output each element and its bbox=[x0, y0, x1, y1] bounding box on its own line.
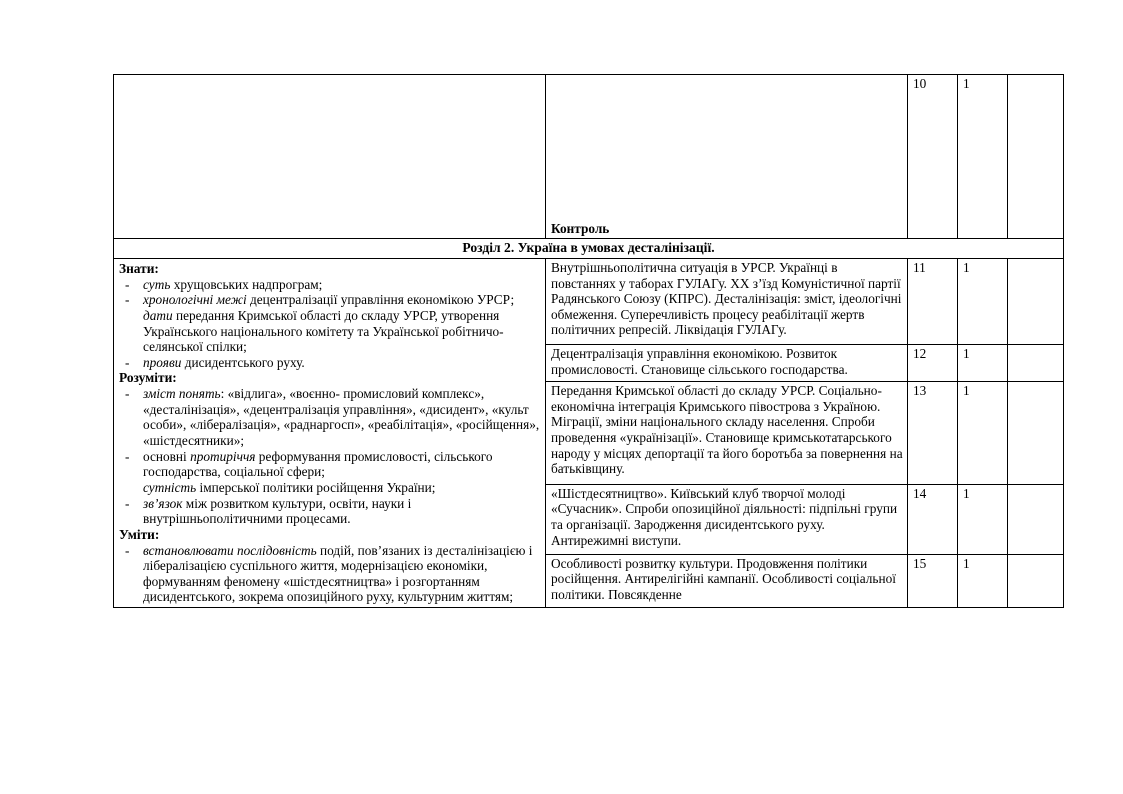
list-item bbox=[119, 496, 541, 527]
list-item-text: передання Кримської області до складу УРСР, утворення Українського національного комітету та Української робітничо-селянської спілки; bbox=[143, 308, 504, 355]
lesson-notes bbox=[1008, 484, 1064, 554]
lesson-notes bbox=[1008, 382, 1064, 485]
lesson-number: 11 bbox=[908, 258, 958, 344]
carryover-goals-cell bbox=[114, 75, 546, 239]
italic-term: прояви bbox=[143, 354, 182, 370]
lesson-content-cell bbox=[546, 484, 908, 554]
lesson-content-cell bbox=[546, 345, 908, 382]
lesson-notes bbox=[1008, 258, 1064, 344]
section-header-title: Розділ 2. Україна в умовах десталінізації. bbox=[114, 239, 1064, 259]
lesson-hours: 1 bbox=[958, 382, 1008, 485]
lesson-content-text: «Шістдесятництво». Київський клуб творчої молоді «Сучасник». Спроби опозиційної діяльності: підпільні групи та організації. Зародження дисидентського руху. Антирежимні виступи. bbox=[551, 485, 898, 548]
list-item-text: децентралізації управління економікою УРСР; bbox=[246, 292, 515, 308]
italic-term: дати bbox=[143, 308, 173, 323]
lesson-hours: 1 bbox=[958, 345, 1008, 382]
lesson-notes bbox=[1008, 345, 1064, 382]
lesson-number: 12 bbox=[908, 345, 958, 382]
list-item-text: основні bbox=[143, 448, 191, 464]
carryover-notes bbox=[1008, 75, 1064, 239]
lesson-notes bbox=[1008, 554, 1064, 607]
lesson-number: 15 bbox=[908, 554, 958, 607]
lesson-hours: 1 bbox=[958, 554, 1008, 607]
list-item-text: : «відлига», «воєнно- промисловий комплекс», «десталінізація», «децентралізація управління», «дисидент», «культ особи», «лібералізація», «раднаргосп», «реабілітація», «російщення», «шістдесятники»; bbox=[143, 386, 540, 449]
goals-list-know bbox=[119, 277, 541, 371]
calendar-thematic-plan-table bbox=[113, 74, 1064, 608]
list-item bbox=[119, 543, 541, 605]
table-row bbox=[114, 258, 1064, 344]
list-item-text: реформування промисловості, сільського господарства, соціальної сфери; bbox=[143, 448, 493, 480]
table-row-carryover bbox=[114, 75, 1064, 239]
list-item bbox=[119, 355, 541, 371]
italic-term: зміст понять bbox=[143, 386, 221, 402]
italic-term: протиріччя bbox=[190, 448, 256, 464]
italic-term: сутність bbox=[143, 479, 197, 495]
learning-goals-cell bbox=[114, 258, 546, 607]
lesson-hours: 1 bbox=[958, 484, 1008, 554]
goals-list-be-able bbox=[119, 543, 541, 605]
goals-heading-be-able: Уміти: bbox=[119, 526, 160, 542]
italic-term: зв’язок bbox=[143, 495, 183, 511]
list-item bbox=[119, 277, 541, 293]
list-item-text: подій, пов’язаних із десталінізацією і лібералізацією суспільного життя, модернізацією економіки, формуванням феномену «шістдесятництва» і розгортанням дисидентського, зокрема опозиційного руху, культурним життям; bbox=[143, 542, 533, 605]
goals-list-understand bbox=[119, 386, 541, 526]
lesson-number: 14 bbox=[908, 484, 958, 554]
carryover-content-cell bbox=[546, 75, 908, 239]
lesson-content-text: Особливості розвитку культури. Продовження політики російщення. Антирелігійні кампанії. Особливості соціальної політики. Повсякденне bbox=[551, 555, 896, 602]
section-header-row bbox=[114, 239, 1064, 259]
lesson-number: 13 bbox=[908, 382, 958, 485]
goals-heading-know: Знати: bbox=[119, 260, 159, 276]
list-item-text: дисидентського руху. bbox=[181, 354, 305, 370]
lesson-content-text: Передання Кримської області до складу УРСР. Соціально-економічна інтеграція Кримського півострова з Україною. Міграції, зміни національного складу населення. Спроби проведення «українізації». Становище кримськотатарського народу у місцях депортації та його боротьба за повернення на батьківщину. bbox=[551, 383, 903, 477]
list-item-subline bbox=[143, 480, 541, 496]
lesson-content-cell bbox=[546, 258, 908, 344]
list-item bbox=[119, 292, 541, 354]
goals-heading-understand: Розуміти: bbox=[119, 370, 177, 386]
lesson-content-text: Внутрішньополітична ситуація в УРСР. Українці в повстаннях у таборах ГУЛАГу. XX з’їзд Комуністичної партії Радянського Союзу (КПРС). Десталінізація: зміст, ідеологічні обмеження. Суперечливість процесу реабілітації жертв політичних репресій. Ліквідація ГУЛАГу. bbox=[551, 259, 902, 338]
italic-term: хронологічні межі bbox=[143, 292, 247, 308]
lesson-content-cell bbox=[546, 382, 908, 485]
carryover-lesson-number: 10 bbox=[908, 75, 958, 239]
list-item-text: хрущовських надпрограм; bbox=[170, 276, 323, 292]
italic-term: суть bbox=[143, 276, 171, 292]
list-item bbox=[119, 386, 541, 448]
list-item bbox=[119, 449, 541, 496]
learning-goals-block bbox=[119, 260, 541, 605]
list-item-text: імперської політики російщення України; bbox=[196, 479, 436, 495]
lesson-content-cell bbox=[546, 554, 908, 607]
italic-term: встановлювати послідовність bbox=[143, 542, 317, 558]
lesson-hours: 1 bbox=[958, 258, 1008, 344]
list-item-text: між розвитком культури, освіти, науки і внутрішньополітичними процесами. bbox=[143, 495, 412, 527]
control-label: Контроль bbox=[551, 220, 610, 236]
lesson-content-text: Децентралізація управління економікою. Розвиток промисловості. Становище сільського господарства. bbox=[551, 346, 848, 377]
carryover-hours: 1 bbox=[958, 75, 1008, 239]
